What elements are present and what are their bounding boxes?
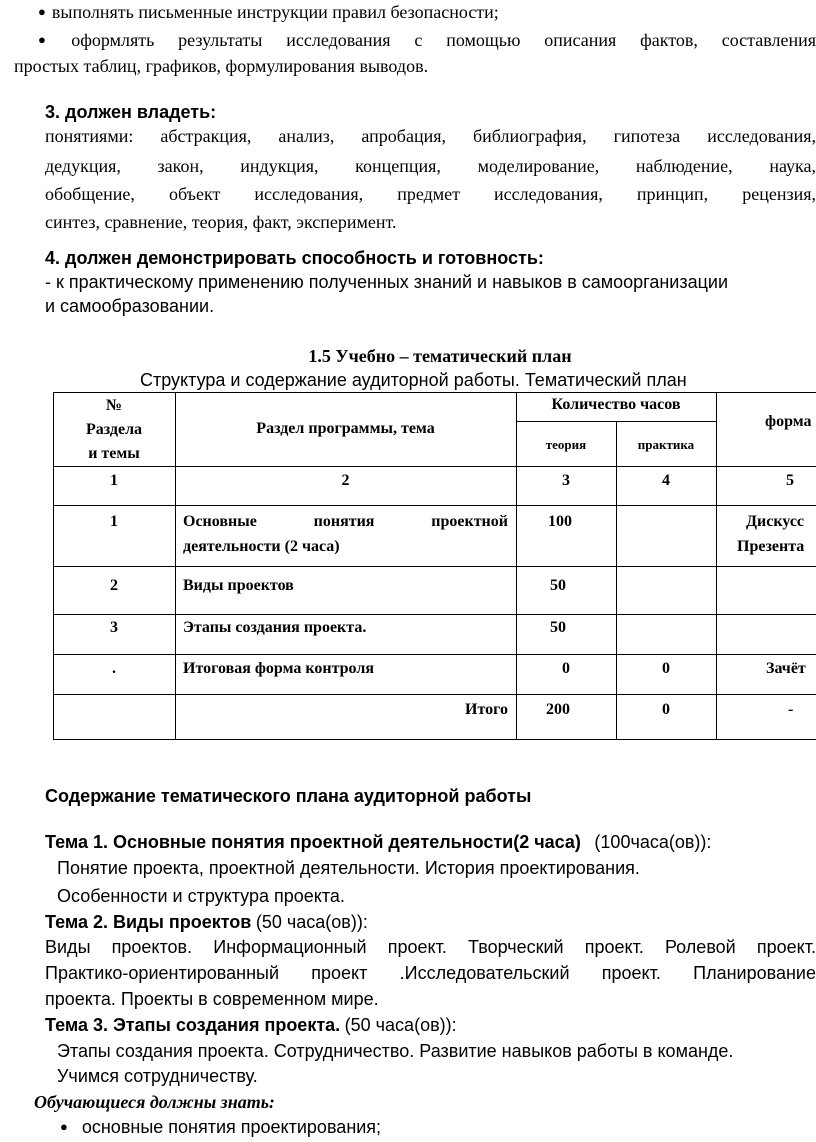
total-theory: 200 (546, 701, 570, 718)
row1-form-line1: Дискусс (746, 513, 805, 530)
row2-title: Виды проектов (183, 577, 294, 594)
header-number: № Раздела и темы (85, 397, 143, 462)
section3-line-4: синтез, сравнение, теория, факт, эксперимент. (45, 212, 397, 232)
section3-line-2: дедукция, закон, индукция, концепция, моделирование, наблюдение, наука, (45, 156, 816, 176)
total-practice: 0 (662, 701, 670, 718)
topic1-line-1: Понятие проекта, проектной деятельности. История проектирования. (57, 858, 640, 878)
row1-title-line2: деятельности (2 часа) (183, 538, 340, 555)
topic3-line-1: Этапы создания проекта. Сотрудничество. Развитие навыков работы в команде. (57, 1041, 734, 1061)
bullet-dot-icon: ● (38, 32, 66, 47)
topic2-title: Тема 2. Виды проектов (50 часа(ов)): (45, 912, 368, 932)
index-col-5: 5 (786, 472, 794, 489)
bullet-item-2: ● оформлять результаты исследования с помощью описания фактов, составления (38, 30, 816, 50)
row3-title: Этапы создания проекта. (183, 619, 367, 636)
row3-number: 3 (110, 619, 118, 636)
section3-heading: 3. должен владеть: (45, 102, 217, 122)
plan-title: 1.5 Учебно – тематический план (308, 346, 572, 366)
section4-heading: 4. должен демонстрировать способность и готовность: (45, 248, 544, 268)
content-heading: Содержание тематического плана аудиторной работы (45, 786, 532, 806)
bullet-item-2-continuation: простых таблиц, графиков, формулирования выводов. (14, 56, 429, 76)
row2-number: 2 (110, 577, 118, 594)
row4-title: Итоговая форма контроля (183, 660, 374, 677)
thematic-plan-table (53, 392, 816, 740)
index-col-2: 2 (341, 472, 350, 489)
row4-practice: 0 (662, 660, 670, 677)
section4-line-2: и самообразовании. (45, 296, 215, 316)
header-form: форма (765, 413, 812, 430)
header-practice: практика (637, 437, 695, 452)
row4-theory: 0 (562, 660, 570, 677)
header-theory: теория (545, 437, 587, 452)
plan-subtitle: Структура и содержание аудиторной работы. Тематический план (140, 370, 687, 390)
index-col-1: 1 (110, 472, 118, 489)
total-label: Итого (465, 701, 508, 718)
row1-form-line2: Презента (737, 538, 805, 555)
index-col-3: 3 (562, 472, 570, 489)
bullet-item-1: ● выполнять письменные инструкции правил безопасности; (38, 2, 499, 22)
row1-number: 1 (110, 513, 118, 530)
section4-line-1: - к практическому применению полученных знаний и навыков в самоорганизации (45, 272, 729, 292)
bullet-dot-icon: ● (38, 4, 46, 19)
bullet-dot-icon: ● (60, 1119, 68, 1134)
topic3-line-2: Учимся сотрудничеству. (57, 1066, 258, 1086)
index-col-4: 4 (662, 472, 670, 489)
row1-theory: 100 (548, 513, 572, 530)
section3-line-3: обобщение, объект исследования, предмет исследования, принцип, рецензия, (45, 184, 816, 204)
topic1-line-2: Особенности и структура проекта. (57, 886, 345, 906)
header-hours: Количество часов (551, 396, 681, 413)
must-know-bullet-1: ● основные понятия проектирования; (60, 1117, 382, 1137)
header-section: Раздел программы, тема (256, 420, 435, 437)
total-form: - (788, 701, 794, 718)
topic2-line-1: Виды проектов. Информационный проект. Творческий проект. Ролевой проект. (45, 937, 816, 957)
row4-number: . (112, 660, 116, 677)
row1-title-line1: Основные понятия проектной (183, 513, 508, 530)
topic3-title: Тема 3. Этапы создания проекта. (50 часа(ов)): (45, 1015, 457, 1035)
topic2-line-2: Практико-ориентированный проект .Исследовательский проект. Планирование (45, 963, 816, 983)
topic2-line-3: проекта. Проекты в современном мире. (45, 989, 379, 1009)
topic1-title: Тема 1. Основные понятия проектной деятельности(2 часа) (100часа(ов)): (45, 832, 712, 852)
section3-line-1: понятиями: абстракция, анализ, апробация, библиография, гипотеза исследования, (45, 126, 816, 146)
must-know-heading: Обучающиеся должны знать: (34, 1092, 275, 1112)
row3-theory: 50 (550, 619, 566, 636)
row2-theory: 50 (550, 577, 566, 594)
row4-form: Зачёт (766, 660, 806, 677)
